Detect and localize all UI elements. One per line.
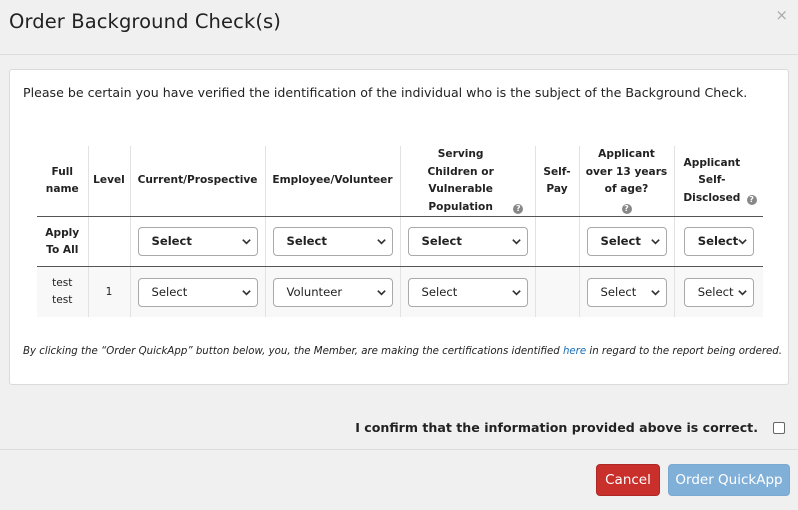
level-cell: 1 (88, 267, 130, 318)
chevron-down-icon (511, 236, 522, 247)
header-employee-volunteer: Employee/Volunteer (265, 146, 400, 217)
full-name-cell (37, 267, 88, 318)
apply-to-all-text: Apply To All (45, 226, 80, 256)
over13-cell (579, 267, 674, 318)
apply-over13-cell (579, 217, 674, 267)
chevron-down-icon (650, 236, 661, 247)
chevron-down-icon (241, 236, 252, 247)
self-pay-cell (535, 267, 579, 318)
background-check-table (37, 146, 763, 317)
content-card (9, 69, 789, 385)
select-value: Select (151, 234, 192, 248)
apply-serving-cell (400, 217, 535, 267)
header-over13 (579, 146, 674, 217)
chevron-down-icon (376, 236, 387, 247)
full-name-text: test test (52, 277, 73, 306)
chevron-down-icon (650, 287, 661, 298)
header-full-name (37, 146, 88, 217)
apply-self-disclosed-select[interactable] (684, 227, 754, 256)
chevron-down-icon (511, 287, 522, 298)
select-value: Select (286, 234, 327, 248)
apply-current-prospective-cell (130, 217, 265, 267)
self-disclosed-select[interactable] (684, 278, 754, 307)
header-self-pay (535, 146, 579, 217)
select-value: Select (697, 234, 739, 248)
apply-self-disclosed-cell (674, 217, 763, 267)
certification-before: By clicking the “Order QuickApp” button below, you, the Member, are making the certifications identified (23, 346, 563, 357)
chevron-down-icon (737, 236, 748, 247)
select-value: Select (600, 234, 641, 248)
select-value: Select (600, 284, 637, 299)
footer-divider (0, 449, 798, 450)
select-value: Select (697, 284, 734, 299)
certification-link[interactable]: here (562, 346, 587, 357)
over13-select[interactable] (587, 278, 667, 307)
confirm-checkbox[interactable] (773, 422, 785, 434)
table-row (37, 267, 763, 318)
current-prospective-cell (130, 267, 265, 318)
header-self-disclosed (674, 146, 763, 217)
close-icon[interactable]: × (775, 6, 788, 24)
apply-to-all-row (37, 217, 763, 267)
select-value: Volunteer (286, 284, 343, 299)
table-header-row (37, 146, 763, 217)
current-prospective-select[interactable] (138, 278, 258, 307)
certification-text (23, 346, 782, 357)
modal-title: Order Background Check(s) (9, 10, 282, 33)
apply-level-cell (88, 217, 130, 267)
cancel-button[interactable]: Cancel (596, 464, 660, 496)
apply-employee-volunteer-cell (265, 217, 400, 267)
certification-after: in regard to the report being ordered. (586, 346, 783, 357)
apply-current-prospective-select[interactable] (138, 227, 258, 256)
header-divider (0, 54, 798, 55)
apply-over13-select[interactable] (587, 227, 667, 256)
chevron-down-icon (376, 287, 387, 298)
confirm-label: I confirm that the information provided above is correct. (355, 420, 758, 435)
header-serving (400, 146, 535, 217)
header-self-disclosed-label: Applicant Self-Disclosed (683, 156, 741, 204)
intro-text: Please be certain you have verified the identification of the individual who is the subject of the Background Check. (23, 85, 748, 100)
employee-volunteer-select[interactable] (273, 278, 393, 307)
header-self-pay-label: Self-Pay (543, 165, 571, 195)
apply-self-pay-cell (535, 217, 579, 267)
serving-cell (400, 267, 535, 318)
self-disclosed-cell (674, 267, 763, 318)
header-current-prospective: Current/Prospective (130, 146, 265, 217)
order-quickapp-button[interactable]: Order QuickApp (668, 464, 790, 496)
header-level: Level (88, 146, 130, 217)
select-value: Select (421, 234, 462, 248)
question-circle-icon[interactable]: ? (622, 204, 632, 214)
select-value: Select (151, 284, 188, 299)
apply-to-all-label (37, 217, 88, 267)
apply-serving-select[interactable] (408, 227, 528, 256)
apply-employee-volunteer-select[interactable] (273, 227, 393, 256)
header-serving-label: Serving Children or Vulnerable Population (427, 148, 494, 213)
chevron-down-icon (241, 287, 252, 298)
header-over13-label: Applicant over 13 years of age? (585, 148, 668, 195)
header-full-name-label: Full name (45, 165, 79, 195)
employee-volunteer-cell (265, 267, 400, 318)
chevron-down-icon (737, 287, 748, 298)
question-circle-icon[interactable]: ? (513, 204, 523, 214)
select-value: Select (421, 284, 458, 299)
serving-select[interactable] (408, 278, 528, 307)
question-circle-icon[interactable]: ? (747, 195, 757, 205)
